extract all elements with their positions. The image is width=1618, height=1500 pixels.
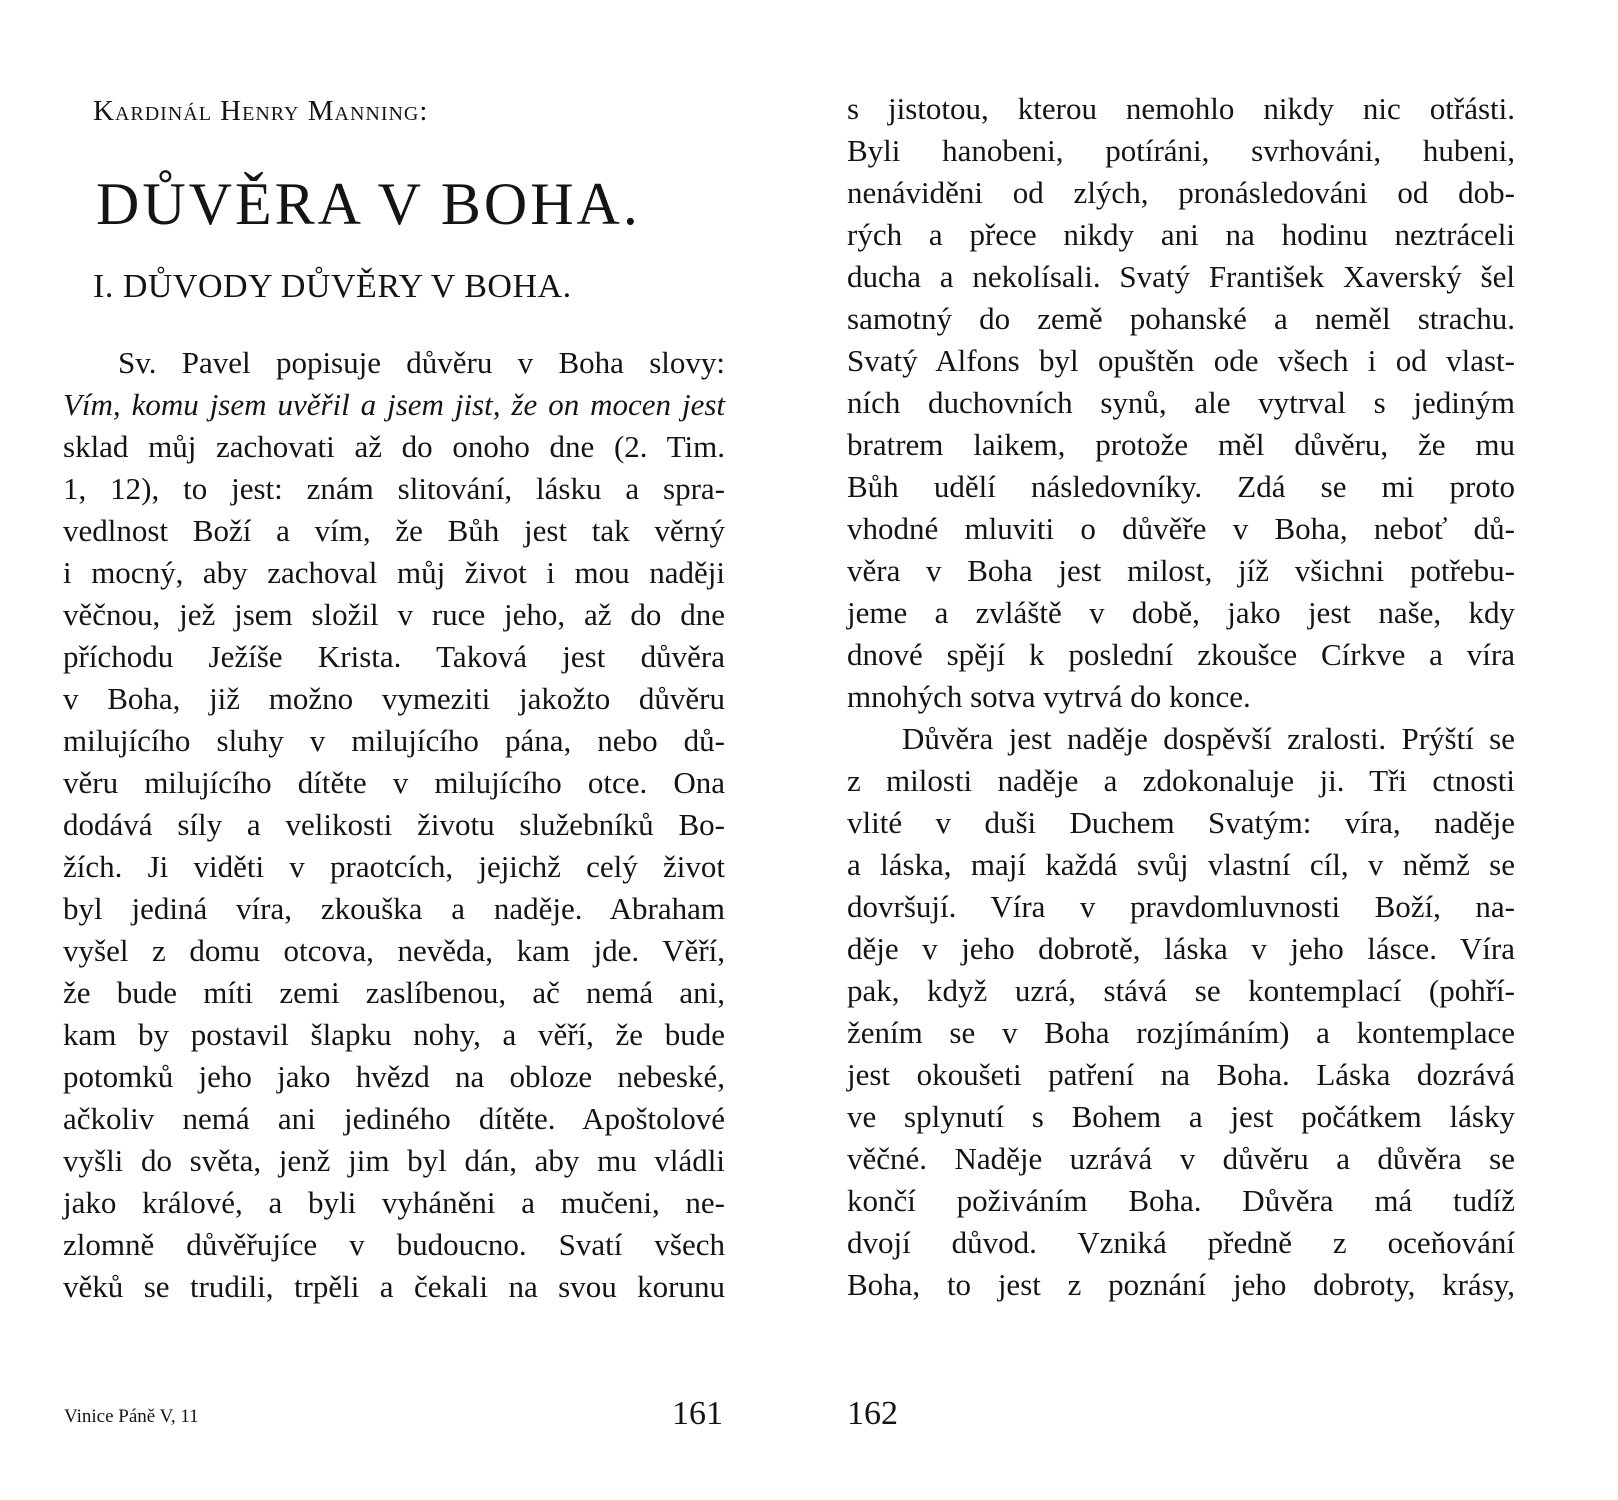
text-line: 1, 12), to jest: znám slitování, lásku a spra- [63,471,725,506]
text-line: s jistotou, kterou nemohlo nikdy nic otřásti. [847,91,1515,126]
text-line: končí poživáním Boha. Důvěra má tudíž [847,1183,1515,1218]
text-line: v Boha, již možno vymeziti jakožto důvěru [63,681,725,716]
text-line: věčné. Naděje uzrává v důvěru a důvěra se [847,1141,1515,1176]
author-heading: Kardinál Henry Manning: [93,95,429,127]
text-line: nenáviděni od zlých, pronásledováni od dob- [847,175,1515,210]
text-line: sklad můj zachovati až do onoho dne (2. Tim. [63,429,725,464]
text-line: vedlnost Boží a vím, že Bůh jest tak věrný [63,513,725,548]
text-line: vlité v duši Duchem Svatým: víra, naděje [847,805,1515,840]
text-line: žením se v Boha rozjímáním) a kontemplace [847,1015,1515,1050]
text-line: kam by postavil šlapku nohy, a věří, že bude [63,1017,725,1052]
text-line: z milosti naděje a zdokonaluje ji. Tři ctnosti [847,763,1515,798]
text-line: věků se trudili, trpěli a čekali na svou korunu [63,1269,725,1304]
text-line: pak, když uzrá, stává se kontemplací (pohří- [847,973,1515,1008]
text-line: Sv. Pavel popisuje důvěru v Boha slovy: [118,345,725,380]
page-number: 162 [847,1395,898,1432]
text-line: Boha, to jest z poznání jeho dobroty, krásy, [847,1267,1515,1302]
text-line: příchodu Ježíše Krista. Taková jest důvěra [63,639,725,674]
text-line: bratrem laikem, protože měl důvěru, že mu [847,427,1515,462]
text-line: potomků jeho jako hvězd na obloze nebeské, [63,1059,725,1094]
text-line: mnohých sotva vytrvá do konce. [847,679,1251,714]
text-line: ducha a nekolísali. Svatý František Xaverský šel [847,259,1515,294]
text-line: dvojí důvod. Vzniká předně z oceňování [847,1225,1515,1260]
text-line: ve splynutí s Bohem a jest počátkem lásky [847,1099,1515,1134]
page-number: 161 [672,1395,723,1432]
signature-mark: Vinice Páně V, 11 [64,1406,199,1427]
right-page [809,0,1618,1500]
text-line: dnové spějí k poslední zkoušce Církve a víra [847,637,1515,672]
text-line: jeme a zvláště v době, jako jest naše, kdy [847,595,1515,630]
text-line: a láska, mají každá svůj vlastní cíl, v němž se [847,847,1515,882]
text-line: žích. Ji viděti v praotcích, jejichž celý život [63,849,725,884]
text-line: byl jediná víra, zkouška a naděje. Abraham [63,891,725,926]
section-heading: I. DŮVODY DŮVĚRY V BOHA. [93,268,572,305]
text-line: zlomně důvěřujíce v budoucno. Svatí všech [63,1227,725,1262]
text-line: samotný do země pohanské a neměl strachu. [847,301,1515,336]
text-line: děje v jeho dobrotě, láska v jeho lásce. Víra [847,931,1515,966]
text-line: dovršují. Víra v pravdomluvnosti Boží, na- [847,889,1515,924]
text-line: věčnou, jež jsem složil v ruce jeho, až do dne [63,597,725,632]
text-line: ačkoliv nemá ani jediného dítěte. Apoštolové [63,1101,725,1136]
text-line: věru milujícího dítěte v milujícího otce. Ona [63,765,725,800]
text-line: jako králové, a byli vyháněni a mučeni, ne- [63,1185,725,1220]
text-line: ních duchovních synů, ale vytrval s jediným [847,385,1515,420]
text-line: i mocný, aby zachoval můj život i mou naději [63,555,725,590]
text-line: věra v Boha jest milost, jíž všichni potřebu- [847,553,1515,588]
page-title: DŮVĚRA V BOHA. [96,171,641,237]
text-line: Bůh udělí následovníky. Zdá se mi proto [847,469,1515,504]
text-line: rých a přece nikdy ani na hodinu neztráceli [847,217,1515,252]
text-line: Svatý Alfons byl opuštěn ode všech i od vlast- [847,343,1515,378]
text-line: dodává síly a velikosti životu služebníků Bo- [63,807,725,842]
text-line: vyšel z domu otcova, nevěda, kam jde. Věří, [63,933,725,968]
text-line: Byli hanobeni, potíráni, svrhováni, hubeni, [847,133,1515,168]
text-line: že bude míti zemi zaslíbenou, ač nemá ani, [63,975,725,1010]
text-line: milujícího sluhy v milujícího pána, nebo dů- [63,723,725,758]
text-line: vhodné mluviti o důvěře v Boha, neboť dů- [847,511,1515,546]
text-line: Vím, komu jsem uvěřil a jsem jist, že on mocen jest [63,387,725,422]
text-line: Důvěra jest naděje dospěvší zralosti. Prýští se [902,721,1515,756]
text-line: jest okoušeti patření na Boha. Láska dozrává [847,1057,1515,1092]
text-line: vyšli do světa, jenž jim byl dán, aby mu vládli [63,1143,725,1178]
